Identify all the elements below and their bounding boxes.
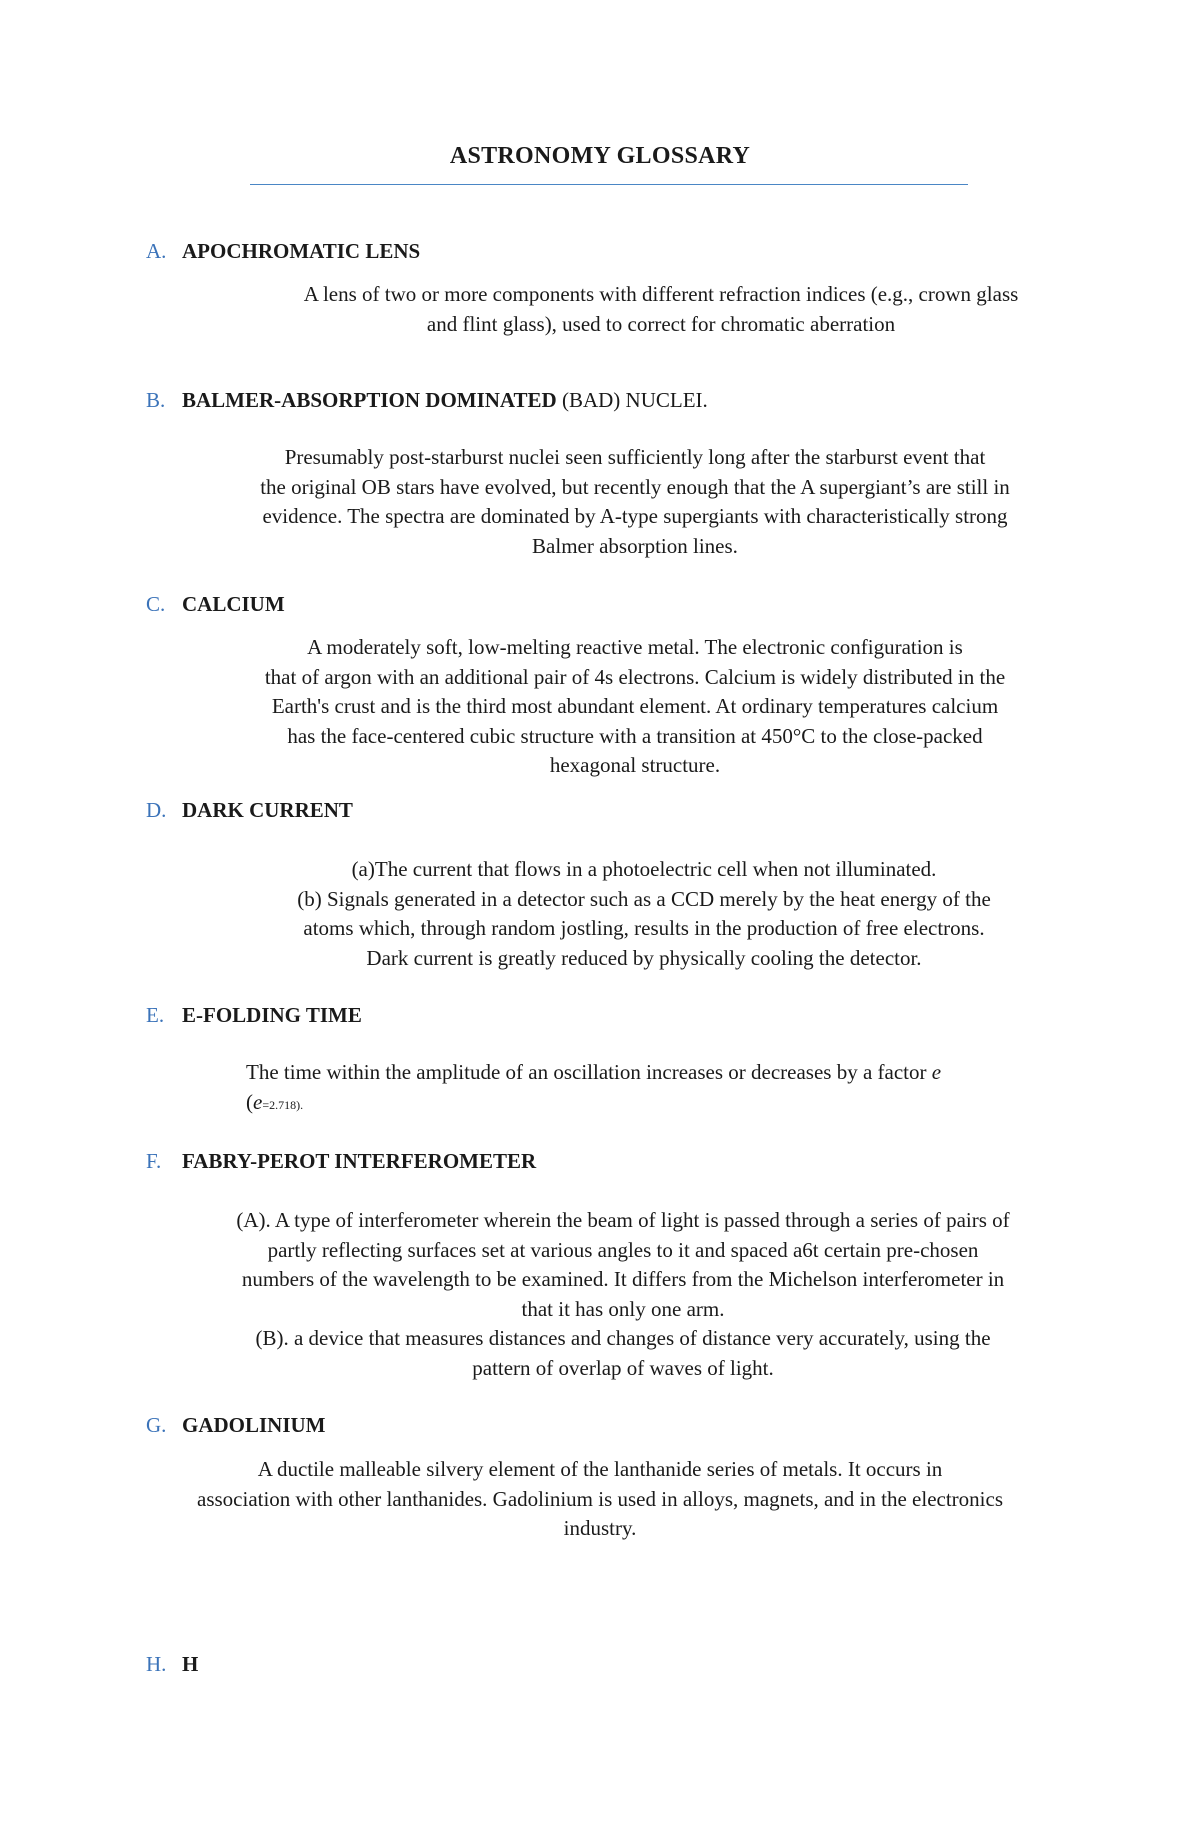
definition-line: A lens of two or more components with different refraction indices (e.g., crown glass <box>303 282 1019 306</box>
italic-e: e <box>253 1089 263 1114</box>
entry-letter: A. <box>146 239 167 263</box>
title-underline <box>250 184 968 185</box>
definition-text: The time within the amplitude of an oscillation increases or decreases by a factor <box>246 1060 927 1084</box>
definition-line: A ductile malleable silvery element of the lanthanide series of metals. It occurs in <box>257 1457 943 1481</box>
definition-line: (A). A type of interferometer wherein the beam of light is passed through a series of pairs of <box>236 1208 1010 1232</box>
definition-line: (b) Signals generated in a detector such as a CCD merely by the heat energy of the <box>297 886 991 911</box>
entry-term: H <box>182 1652 199 1676</box>
definition-line: Dark current is greatly reduced by physically cooling the detector. <box>366 945 922 970</box>
entry-heading-a <box>146 239 420 264</box>
entry-definition-b <box>209 443 1061 561</box>
entry-term-suffix: (BAD) NUCLEI. <box>556 388 708 412</box>
entry-definition-g <box>138 1455 1062 1544</box>
entry-term: E-FOLDING TIME <box>182 1003 362 1027</box>
definition-line: that of argon with an additional pair of 4s electrons. Calcium is widely distributed in the <box>264 664 1006 689</box>
definition-line: association with other lanthanides. Gadolinium is used in alloys, magnets, and in the electronics <box>197 1486 1003 1511</box>
entry-term: GADOLINIUM <box>182 1413 326 1437</box>
entry-letter: C. <box>146 592 166 616</box>
entry-heading-c <box>146 592 285 617</box>
entry-term: DARK CURRENT <box>182 798 353 822</box>
page-title: ASTRONOMY GLOSSARY <box>449 143 751 169</box>
italic-e: e <box>931 1060 942 1084</box>
definition-line: hexagonal structure. <box>549 753 721 777</box>
entry-definition-f <box>173 1206 1073 1383</box>
definition-line: the original OB stars have evolved, but recently enough that the A supergiant’s are still in <box>260 474 1010 499</box>
definition-line: has the face-centered cubic structure with a transition at 450°C to the close-packed <box>287 723 983 748</box>
definition-line: Earth's crust and is the third most abundant element. At ordinary temperatures calcium <box>271 694 999 718</box>
entry-letter: F. <box>146 1149 162 1173</box>
definition-line: and flint glass), used to correct for chromatic aberration <box>426 311 896 336</box>
entry-term: CALCIUM <box>182 592 285 616</box>
entry-letter: D. <box>146 798 167 822</box>
entry-letter: H. <box>146 1652 167 1676</box>
entry-letter: G. <box>146 1413 167 1437</box>
entry-heading-g <box>146 1413 326 1438</box>
entry-heading-h <box>146 1652 198 1677</box>
entry-term: APOCHROMATIC LENS <box>182 239 421 263</box>
entry-letter: E. <box>146 1003 165 1027</box>
entry-definition-c <box>209 633 1061 781</box>
definition-line: (B). a device that measures distances and changes of distance very accurately, using the <box>255 1326 991 1350</box>
entry-heading-f <box>146 1149 536 1174</box>
definition-line: Balmer absorption lines. <box>532 533 738 558</box>
definition-line: Presumably post-starburst nuclei seen sufficiently long after the starburst event that <box>284 445 986 469</box>
definition-line: evidence. The spectra are dominated by A-type supergiants with characteristically strong <box>262 504 1008 528</box>
definition-line: (a)The current that flows in a photoelectric cell when not illuminated. <box>351 857 937 881</box>
entry-letter: B. <box>146 388 166 412</box>
entry-heading-d <box>146 798 353 823</box>
definition-line: A moderately soft, low-melting reactive metal. The electronic configuration is <box>307 635 963 659</box>
definition-line: industry. <box>563 1516 637 1540</box>
definition-line <box>246 1058 1046 1088</box>
entry-definition-a <box>246 280 1076 339</box>
definition-line <box>246 1088 1046 1121</box>
entry-definition-e <box>246 1058 1046 1120</box>
definition-line: that it has only one arm. <box>521 1296 725 1321</box>
e-value: =2.718). <box>262 1097 304 1112</box>
entry-definition-d <box>236 855 1052 973</box>
definition-text: ( <box>246 1089 253 1114</box>
definition-line: pattern of overlap of waves of light. <box>472 1355 774 1380</box>
entry-term: BALMER-ABSORPTION DOMINATED <box>182 388 557 412</box>
entry-heading-b <box>146 388 708 413</box>
definition-line: partly reflecting surfaces set at various angles to it and spaced a6t certain pre-chosen <box>267 1237 979 1262</box>
definition-line: atoms which, through random jostling, results in the production of free electrons. <box>303 916 985 940</box>
entry-heading-e <box>146 1003 362 1028</box>
entry-term: FABRY-PEROT INTERFEROMETER <box>182 1149 537 1173</box>
definition-line: numbers of the wavelength to be examined. It differs from the Michelson interferometer in <box>241 1267 1005 1291</box>
